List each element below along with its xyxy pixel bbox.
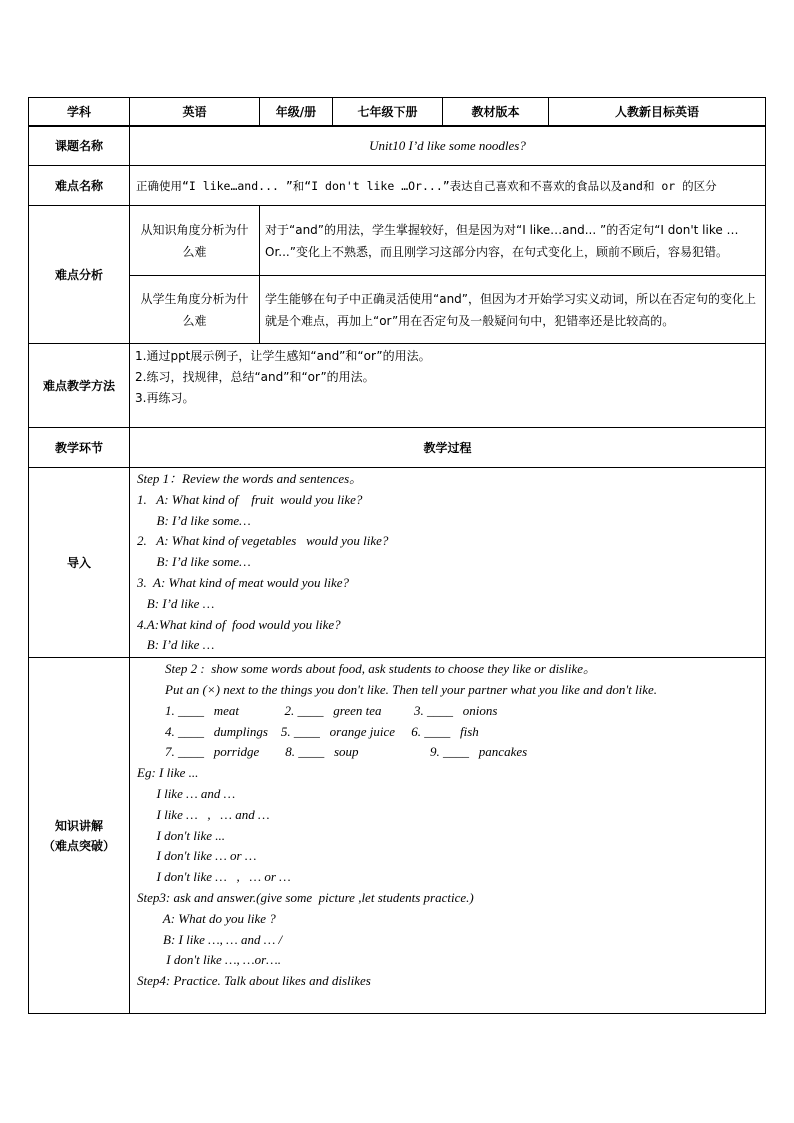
analysis-student-label: 从学生角度分析为什么难 (130, 276, 260, 344)
method-row (29, 344, 766, 428)
example-line: A: What do you like ? (137, 910, 276, 926)
edition-label: 教材版本 (443, 98, 549, 126)
intro-line: B: I’d like … (137, 595, 215, 611)
stage-label: 教学环节 (29, 428, 130, 468)
example-line: I like … and … (137, 785, 236, 801)
intro-line: 4.A:What kind of food would you like? (137, 616, 341, 632)
knowledge-label-line1: 知识讲解 (54, 818, 103, 833)
example-line: Eg: I like ... (137, 765, 199, 781)
lesson-label: 课题名称 (29, 126, 130, 166)
knowledge-row (29, 658, 766, 1014)
step2-paragraph: Put an (×) next to the things you don't like. Then tell your partner what you like and don't like. (165, 681, 657, 697)
intro-line: B: I’d like some… (137, 512, 251, 528)
example-line: B: I like …, … and … / (137, 931, 283, 947)
example-line: I don't like … or … (137, 848, 257, 864)
grade-label: 年级/册 (260, 98, 333, 126)
step3-line: Step3: ask and answer.(give some picture ,let students practice.) (137, 889, 474, 905)
lesson-title: Unit10 I’d like some noodles? (130, 126, 766, 166)
intro-line: B: I’d like some… (137, 554, 251, 570)
method-item: 1.通过ppt展示例子，让学生感知“and”和“or”的用法。 (135, 349, 431, 363)
analysis-knowledge-text: 对于“and”的用法，学生掌握较好，但是因为对“I like…and... ”的否定句“I don't like …Or...”变化上不熟悉，而且刚学习这部分内容，在句式变化上，顾前不顾后，容易犯错。 (260, 206, 766, 276)
lesson-plan-table (28, 97, 766, 1014)
intro-line: 3. A: What kind of meat would you like? (137, 574, 350, 590)
intro-content (130, 468, 766, 658)
example-line: I don't like … , … or … (137, 869, 291, 885)
food-list-row: 7. ____ porridge 8. ____ soup 9. ____ pancakes (165, 744, 528, 760)
example-line: I don't like …, …or…. (137, 952, 281, 968)
knowledge-label (29, 658, 130, 1014)
difficulty-row (29, 166, 766, 206)
method-list (130, 344, 766, 428)
knowledge-content (130, 658, 766, 1014)
method-item: 2.练习，找规律，总结“and”和“or”的用法。 (135, 370, 375, 384)
analysis-student-row (29, 276, 766, 344)
step4-line: Step4: Practice. Talk about likes and dislikes (137, 973, 371, 989)
grade-value: 七年级下册 (333, 98, 443, 126)
difficulty-text: 正确使用“I like…and... ”和“I don't like …Or...”表达自己喜欢和不喜欢的食品以及and和 or 的区分 (130, 166, 766, 206)
intro-label: 导入 (29, 468, 130, 658)
analysis-label: 难点分析 (29, 206, 130, 344)
step2-line: Step 2 : show some words about food, ask students to choose they like or dislike。 (165, 661, 596, 677)
header-row (29, 98, 766, 126)
intro-row (29, 468, 766, 658)
intro-line: Step 1：Review the words and sentences。 (137, 471, 363, 486)
knowledge-label-line2: （难点突破） (42, 838, 115, 853)
example-line: I don't like ... (137, 827, 225, 843)
analysis-student-text: 学生能够在句子中正确灵活使用“and”，但因为才开始学习实义动词，所以在否定句的变化上就是个难点，再加上“or”用在否定句及一般疑问句中，犯错率还是比较高的。 (260, 276, 766, 344)
subject-label: 学科 (29, 98, 130, 126)
process-label: 教学过程 (130, 428, 766, 468)
subject-value: 英语 (130, 98, 260, 126)
example-line: I like … , … and … (137, 806, 270, 822)
method-label: 难点教学方法 (29, 344, 130, 428)
intro-line: 2. A: What kind of vegetables would you like? (137, 533, 389, 549)
edition-value: 人教新目标英语 (549, 98, 766, 126)
analysis-knowledge-row (29, 206, 766, 276)
process-header-row (29, 428, 766, 468)
analysis-knowledge-label: 从知识角度分析为什么难 (130, 206, 260, 276)
intro-line: B: I’d like … (137, 637, 215, 653)
intro-line: 1. A: What kind of fruit would you like? (137, 491, 363, 507)
food-list-row: 1. ____ meat 2. ____ green tea 3. ____ onions (165, 702, 498, 718)
food-list-row: 4. ____ dumplings 5. ____ orange juice 6. ____ fish (165, 723, 479, 739)
difficulty-label: 难点名称 (29, 166, 130, 206)
lesson-row (29, 126, 766, 166)
method-item: 3.再练习。 (135, 391, 195, 405)
